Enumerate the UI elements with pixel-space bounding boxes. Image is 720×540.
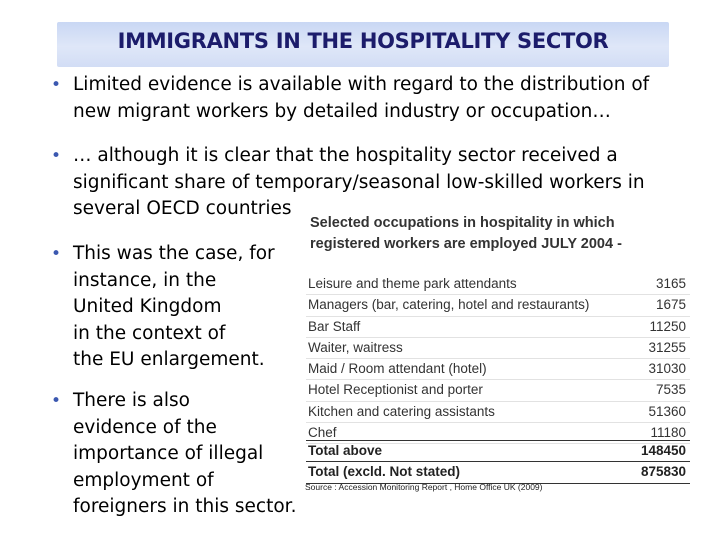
bullet-line: There is also <box>73 390 190 411</box>
bullet-dot-icon: • <box>51 75 62 95</box>
total-label: Total (excld. Not stated) <box>308 464 461 479</box>
bullet-line: new migrant workers by detailed industry or occupation… <box>73 100 611 122</box>
row-label: Kitchen and catering assistants <box>308 403 495 419</box>
bullet-line: foreigners in this sector. <box>73 496 297 517</box>
bullet-dot-icon: • <box>51 146 62 166</box>
bullet-dot-icon: • <box>51 244 62 264</box>
total-value: 148450 <box>640 443 686 458</box>
bullet-line: importance of illegal <box>73 443 264 464</box>
bullet-line: employment of <box>73 469 214 491</box>
table-row <box>306 359 690 380</box>
table-row <box>306 274 690 295</box>
total-value: 875830 <box>640 464 686 479</box>
bullet-line: significant share of temporary/seasonal low-skilled workers in <box>73 171 645 193</box>
bullet-line: United Kingdom <box>73 296 222 317</box>
table-row <box>306 380 690 401</box>
row-label: Waiter, waitress <box>308 339 403 355</box>
page-title: IMMIGRANTS IN THE HOSPITALITY SECTOR <box>117 29 609 53</box>
total-above-row <box>306 440 690 462</box>
row-label: Maid / Room attendant (hotel) <box>308 361 487 377</box>
row-value: 7535 <box>655 382 686 398</box>
occupations-table <box>298 210 690 486</box>
table-row <box>306 402 690 423</box>
row-value: 11180 <box>650 425 686 441</box>
bullet-line: … although it is clear that the hospitality sector received a <box>73 145 618 166</box>
row-label: Bar Staff <box>308 318 361 334</box>
table-title <box>310 213 622 255</box>
source-note: Source : Accession Monitoring Report , Home Office UK (2009) <box>305 482 543 492</box>
bullet-4 <box>51 388 297 521</box>
row-value: 31030 <box>648 361 686 377</box>
bullet-line: Limited evidence is available with regard to the distribution of <box>73 74 650 95</box>
table-row <box>306 338 690 359</box>
bullet-dot-icon: • <box>51 391 62 411</box>
row-label: Chef <box>308 425 337 441</box>
table-row <box>306 295 690 316</box>
row-label: Managers (bar, catering, hotel and restaurants) <box>308 297 590 313</box>
bullet-1 <box>51 72 650 125</box>
total-label: Total above <box>308 443 383 458</box>
total-excl-row <box>306 461 690 484</box>
table-row <box>306 317 690 338</box>
row-label: Leisure and theme park attendants <box>308 276 517 291</box>
bullet-line: instance, in the <box>73 269 217 291</box>
bullet-3 <box>51 241 275 374</box>
row-value: 51360 <box>648 403 686 419</box>
row-value: 3165 <box>655 276 686 291</box>
table-title-line: registered workers are employed JULY 2004 - <box>310 236 622 252</box>
row-value: 31255 <box>648 339 686 355</box>
table-title-line: Selected occupations in hospitality in which <box>310 215 615 231</box>
bullet-line: several OECD countries <box>73 198 292 219</box>
bullet-line: evidence of the <box>73 416 217 438</box>
bullet-line: in the context of <box>73 322 226 344</box>
row-label: Hotel Receptionist and porter <box>308 382 483 398</box>
bullet-line: the EU enlargement. <box>73 349 265 370</box>
bullet-line: This was the case, for <box>73 243 275 264</box>
row-value: 11250 <box>649 318 686 334</box>
table-body <box>306 274 690 444</box>
row-value: 1675 <box>655 297 686 313</box>
